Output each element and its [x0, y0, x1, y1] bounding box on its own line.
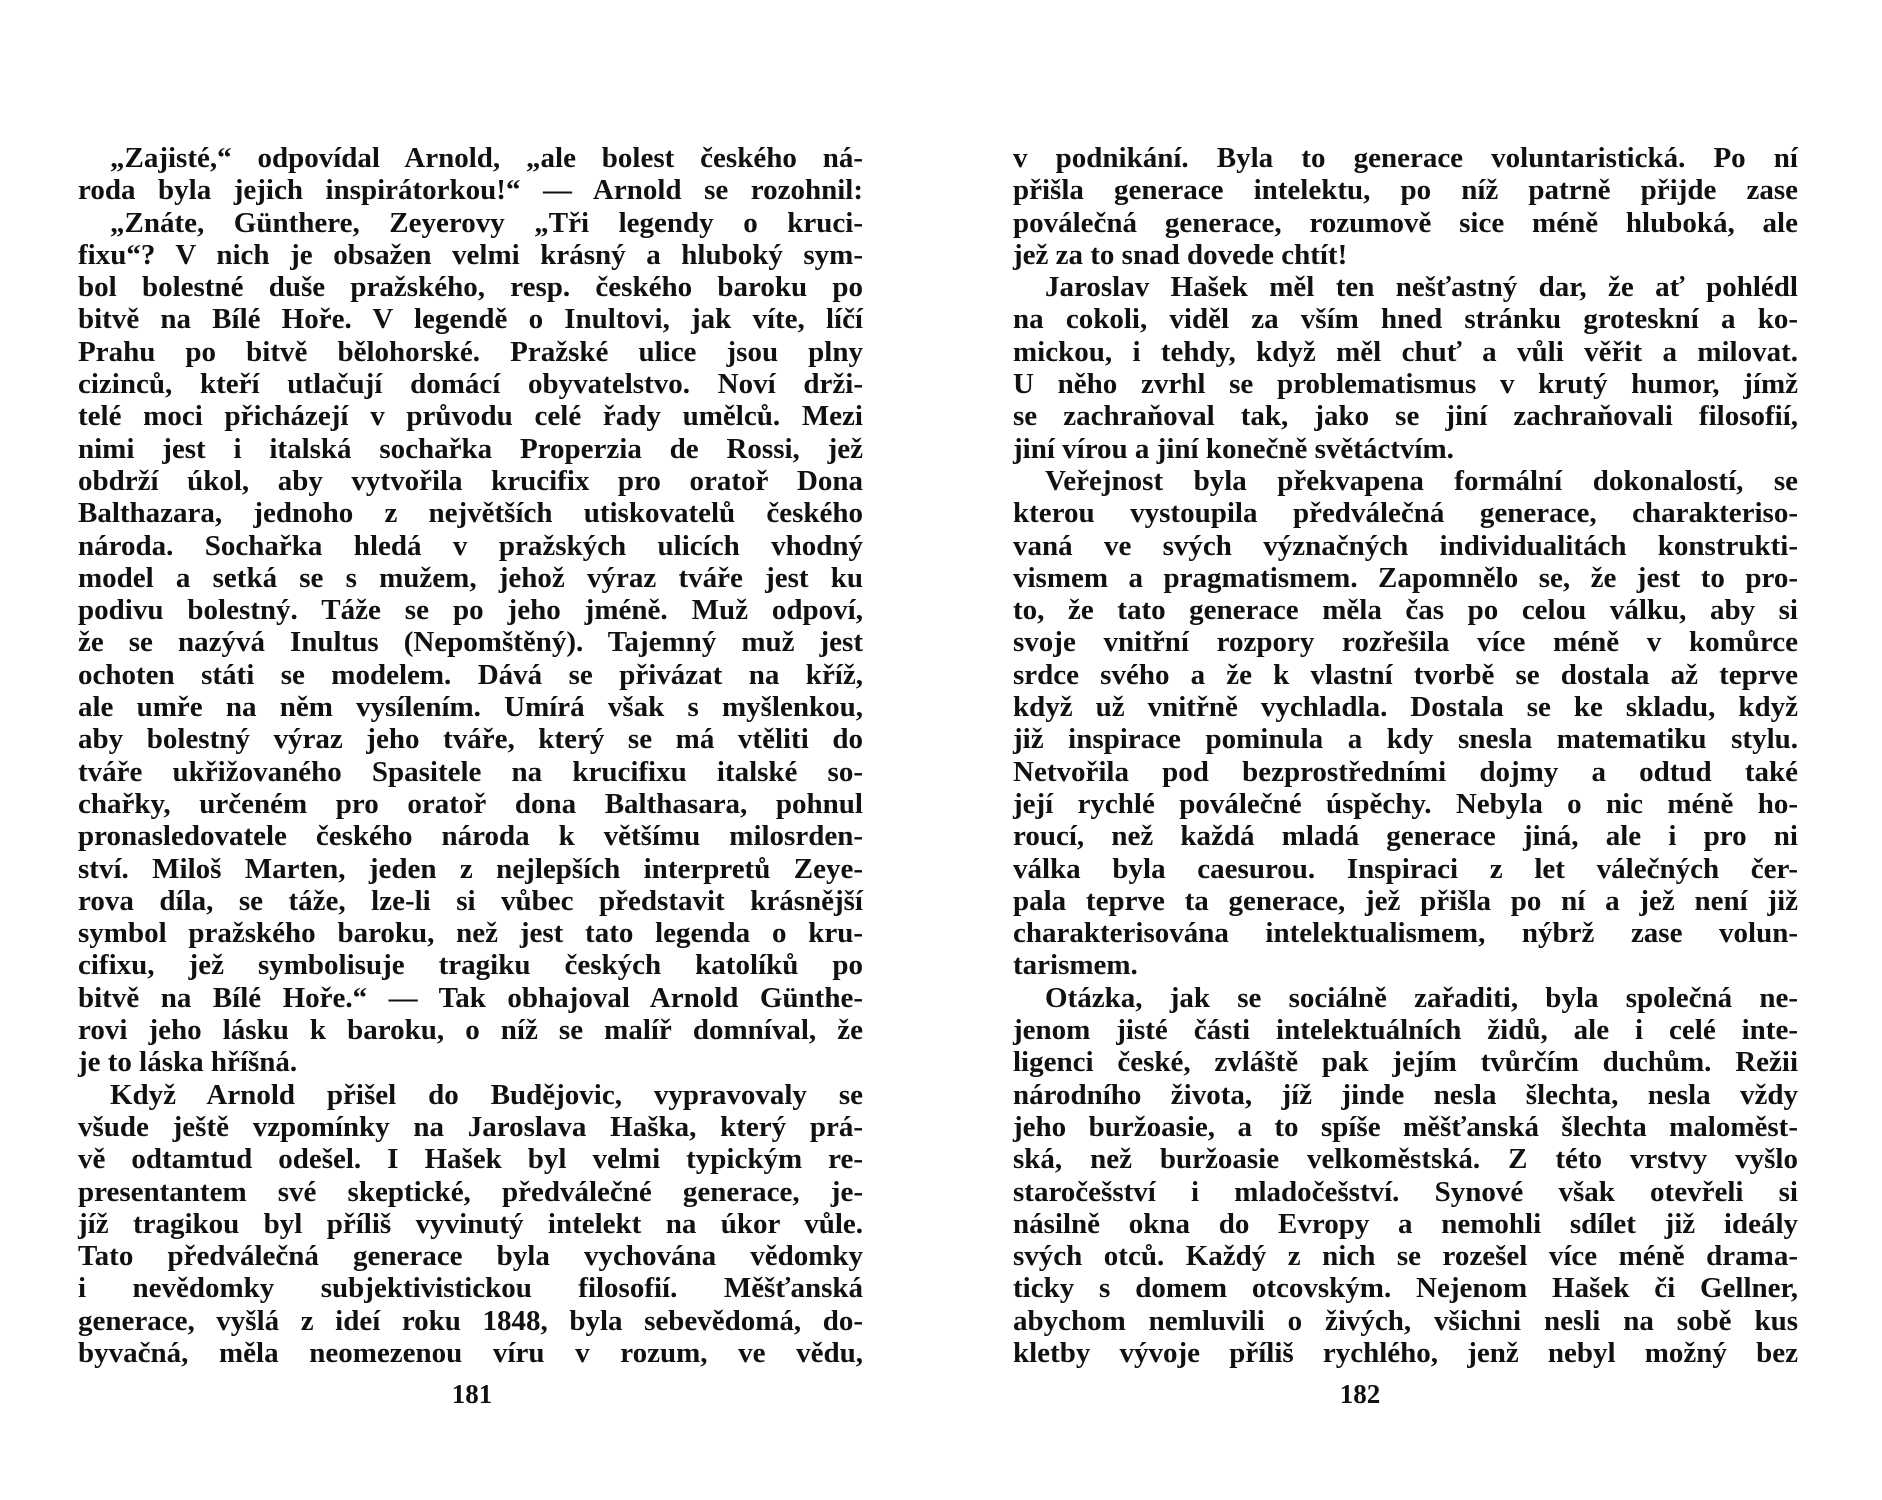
- left-page-number: 181: [451, 1379, 493, 1409]
- text-line: generace, vyšlá z ideí roku 1848, byla sebevědomá, do-: [78, 1304, 863, 1337]
- text-line: Netvořila pod bezprostředními dojmy a odtud také: [1013, 755, 1798, 788]
- right-page-text: [1013, 142, 1798, 1369]
- text-line: jíž tragikou byl příliš vyvinutý intelekt na úkor vůle.: [78, 1207, 863, 1240]
- text-line: pala teprve ta generace, jež přišla po ní a jež není již: [1013, 884, 1798, 917]
- text-line: cizinců, kteří utlačují domácí obyvatelstvo. Noví drži-: [78, 368, 863, 401]
- text-line: „Znáte, Günthere, Zeyerovy „Tři legendy o kruci-: [110, 206, 863, 239]
- text-line: vismem a pragmatismem. Zapomnělo se, že jest to pro-: [1013, 561, 1798, 594]
- text-line: tarismem.: [1013, 949, 1138, 982]
- text-line: model a setká se s mužem, jehož výraz tváře jest ku: [78, 561, 863, 594]
- text-line: Veřejnost byla překvapena formální dokonalostí, se: [1045, 464, 1798, 497]
- text-line: obdrží úkol, aby vytvořila krucifix pro oratoř Dona: [78, 464, 863, 497]
- text-line: vě odtamtud odešel. I Hašek byl velmi typickým re-: [78, 1143, 863, 1176]
- text-line: na cokoli, viděl za vším hned stránku groteskní a ko-: [1013, 303, 1798, 336]
- right-page: [941, 0, 1882, 1500]
- text-line: Otázka, jak se sociálně zařaditi, byla společná ne-: [1045, 981, 1798, 1014]
- text-line: pronasledovatele českého národa k většímu milosrden-: [78, 820, 863, 853]
- text-line: bitvě na Bílé Hoře.“ — Tak obhajoval Arnold Günthe-: [78, 981, 863, 1014]
- left-page-text: [78, 142, 863, 1369]
- text-line: ale umře na něm vysílením. Umírá však s myšlenkou,: [78, 691, 863, 724]
- text-line: podivu bolestný. Táže se po jeho jméně. Muž odpoví,: [78, 594, 863, 627]
- right-page-number: 182: [1339, 1379, 1381, 1409]
- text-line: ticky s domem otcovským. Nejenom Hašek či Gellner,: [1013, 1272, 1798, 1305]
- text-line: „Zajisté,“ odpovídal Arnold, „ale bolest českého ná-: [110, 142, 863, 174]
- text-line: jenom jisté části intelektuálních židů, ale i celé inte-: [1013, 1014, 1798, 1047]
- text-line: jeho buržoasie, a to spíše měšťanská šlechta maloměst-: [1013, 1110, 1798, 1143]
- text-line: byvačná, měla neomezenou víru v rozum, ve vědu,: [78, 1336, 863, 1369]
- text-line: abychom nemluvili o živých, všichni nesli na sobě kus: [1013, 1304, 1798, 1337]
- text-line: mickou, i tehdy, když měl chuť a vůli věřit a milovat.: [1013, 335, 1798, 368]
- text-line: svoje vnitřní rozpory rozřešila více méně v komůrce: [1013, 626, 1798, 659]
- text-line: ligenci české, zvláště pak jejím tvůrčím duchům. Režii: [1013, 1046, 1798, 1079]
- text-line: aby bolestný výraz jeho tváře, který se má vtěliti do: [78, 723, 863, 756]
- text-line: rovi jeho lásku k baroku, o níž se malíř domníval, že: [78, 1014, 863, 1047]
- text-line: všude ještě vzpomínky na Jaroslava Haška, který prá-: [78, 1110, 863, 1143]
- text-line: telé moci přicházejí v průvodu celé řady umělců. Mezi: [78, 400, 863, 433]
- text-line: srdce svého a že k vlastní tvorbě se dostala až teprve: [1013, 658, 1798, 691]
- text-line: i nevědomky subjektivistickou filosofií. Měšťanská: [78, 1272, 863, 1305]
- text-line: její rychlé poválečné úspěchy. Nebyla o nic méně ho-: [1013, 787, 1798, 820]
- text-line: Prahu po bitvě bělohorské. Pražské ulice jsou plny: [78, 335, 863, 368]
- text-line: tváře ukřižovaného Spasitele na krucifixu italské so-: [78, 755, 863, 788]
- text-line: násilně okna do Evropy a nemohli sdílet již ideály: [1013, 1207, 1798, 1240]
- text-line: národního života, jíž jinde nesla šlechta, nesla vždy: [1013, 1078, 1798, 1111]
- text-line: chařky, určeném pro oratoř dona Balthasara, pohnul: [78, 787, 863, 820]
- text-line: staročešství i mladočešství. Synové však otevřeli si: [1013, 1175, 1798, 1208]
- text-line: jiní vírou a jiní konečně světáctvím.: [1013, 432, 1454, 465]
- text-line: fixu“? V nich je obsažen velmi krásný a hluboký sym-: [78, 238, 863, 271]
- text-line: svých otců. Každý z nich se rozešel více méně drama-: [1013, 1240, 1798, 1273]
- text-line: to, že tato generace měla čas po celou válku, aby si: [1013, 594, 1798, 627]
- text-line: ství. Miloš Marten, jeden z nejlepších interpretů Zeye-: [78, 852, 863, 885]
- text-line: bitvě na Bílé Hoře. V legendě o Inultovi, jak víte, líčí: [78, 303, 863, 336]
- text-line: v podnikání. Byla to generace voluntaristická. Po ní: [1013, 142, 1798, 174]
- text-line: ochoten státi se modelem. Dává se přivázat na kříž,: [78, 658, 863, 691]
- text-line: symbol pražského baroku, než jest tato legenda o kru-: [78, 917, 863, 950]
- text-line: se zachraňoval tak, jako se jiní zachraňovali filosofií,: [1013, 400, 1798, 433]
- text-line: U něho zvrhl se problematismus v krutý humor, jímž: [1013, 368, 1798, 401]
- text-line: kletby vývoje příliš rychlého, jenž nebyl možný bez: [1013, 1336, 1798, 1369]
- text-line: bol bolestné duše pražského, resp. českého baroku po: [78, 271, 863, 304]
- text-line: národa. Sochařka hledá v pražských ulicích vhodný: [78, 529, 863, 562]
- text-line: charakterisována intelektualismem, nýbrž zase volun-: [1013, 917, 1798, 950]
- text-line: již inspirace pominula a kdy snesla matematiku stylu.: [1013, 723, 1798, 756]
- text-line: že se nazývá Inultus (Nepomštěný). Tajemný muž jest: [78, 626, 863, 659]
- text-line: když už vnitřně vychladla. Dostala se ke skladu, když: [1013, 691, 1798, 724]
- text-line: nimi jest i italská sochařka Properzia de Rossi, jež: [78, 432, 863, 465]
- text-line: rova díla, se táže, lze-li si vůbec představit krásnější: [78, 884, 863, 917]
- text-line: presentantem své skeptické, předválečné generace, je-: [78, 1175, 863, 1208]
- text-line: roda byla jejich inspirátorkou!“ — Arnold se rozohnil:: [78, 174, 863, 207]
- text-line: jež za to snad dovede chtít!: [1013, 238, 1348, 271]
- text-line: poválečná generace, rozumově sice méně hluboká, ale: [1013, 206, 1798, 239]
- text-line: Když Arnold přišel do Budějovic, vypravovaly se: [110, 1078, 863, 1111]
- text-line: Tato předválečná generace byla vychována vědomky: [78, 1240, 863, 1273]
- text-line: přišla generace intelektu, po níž patrně přijde zase: [1013, 174, 1798, 207]
- text-line: ská, než buržoasie velkoměstská. Z této vrstvy vyšlo: [1013, 1143, 1798, 1176]
- text-line: vaná ve svých význačných individualitách konstrukti-: [1013, 529, 1798, 562]
- text-line: cifixu, jež symbolisuje tragiku českých katolíků po: [78, 949, 863, 982]
- text-line: Jaroslav Hašek měl ten nešťastný dar, že ať pohlédl: [1045, 271, 1798, 304]
- text-line: kterou vystoupila předválečná generace, charakteriso-: [1013, 497, 1798, 530]
- text-line: roucí, než každá mladá generace jiná, ale i pro ni: [1013, 820, 1798, 853]
- text-line: válka byla caesurou. Inspiraci z let válečných čer-: [1013, 852, 1798, 885]
- text-line: je to láska hříšná.: [78, 1046, 298, 1079]
- text-line: Balthazara, jednoho z největších utiskovatelů českého: [78, 497, 863, 530]
